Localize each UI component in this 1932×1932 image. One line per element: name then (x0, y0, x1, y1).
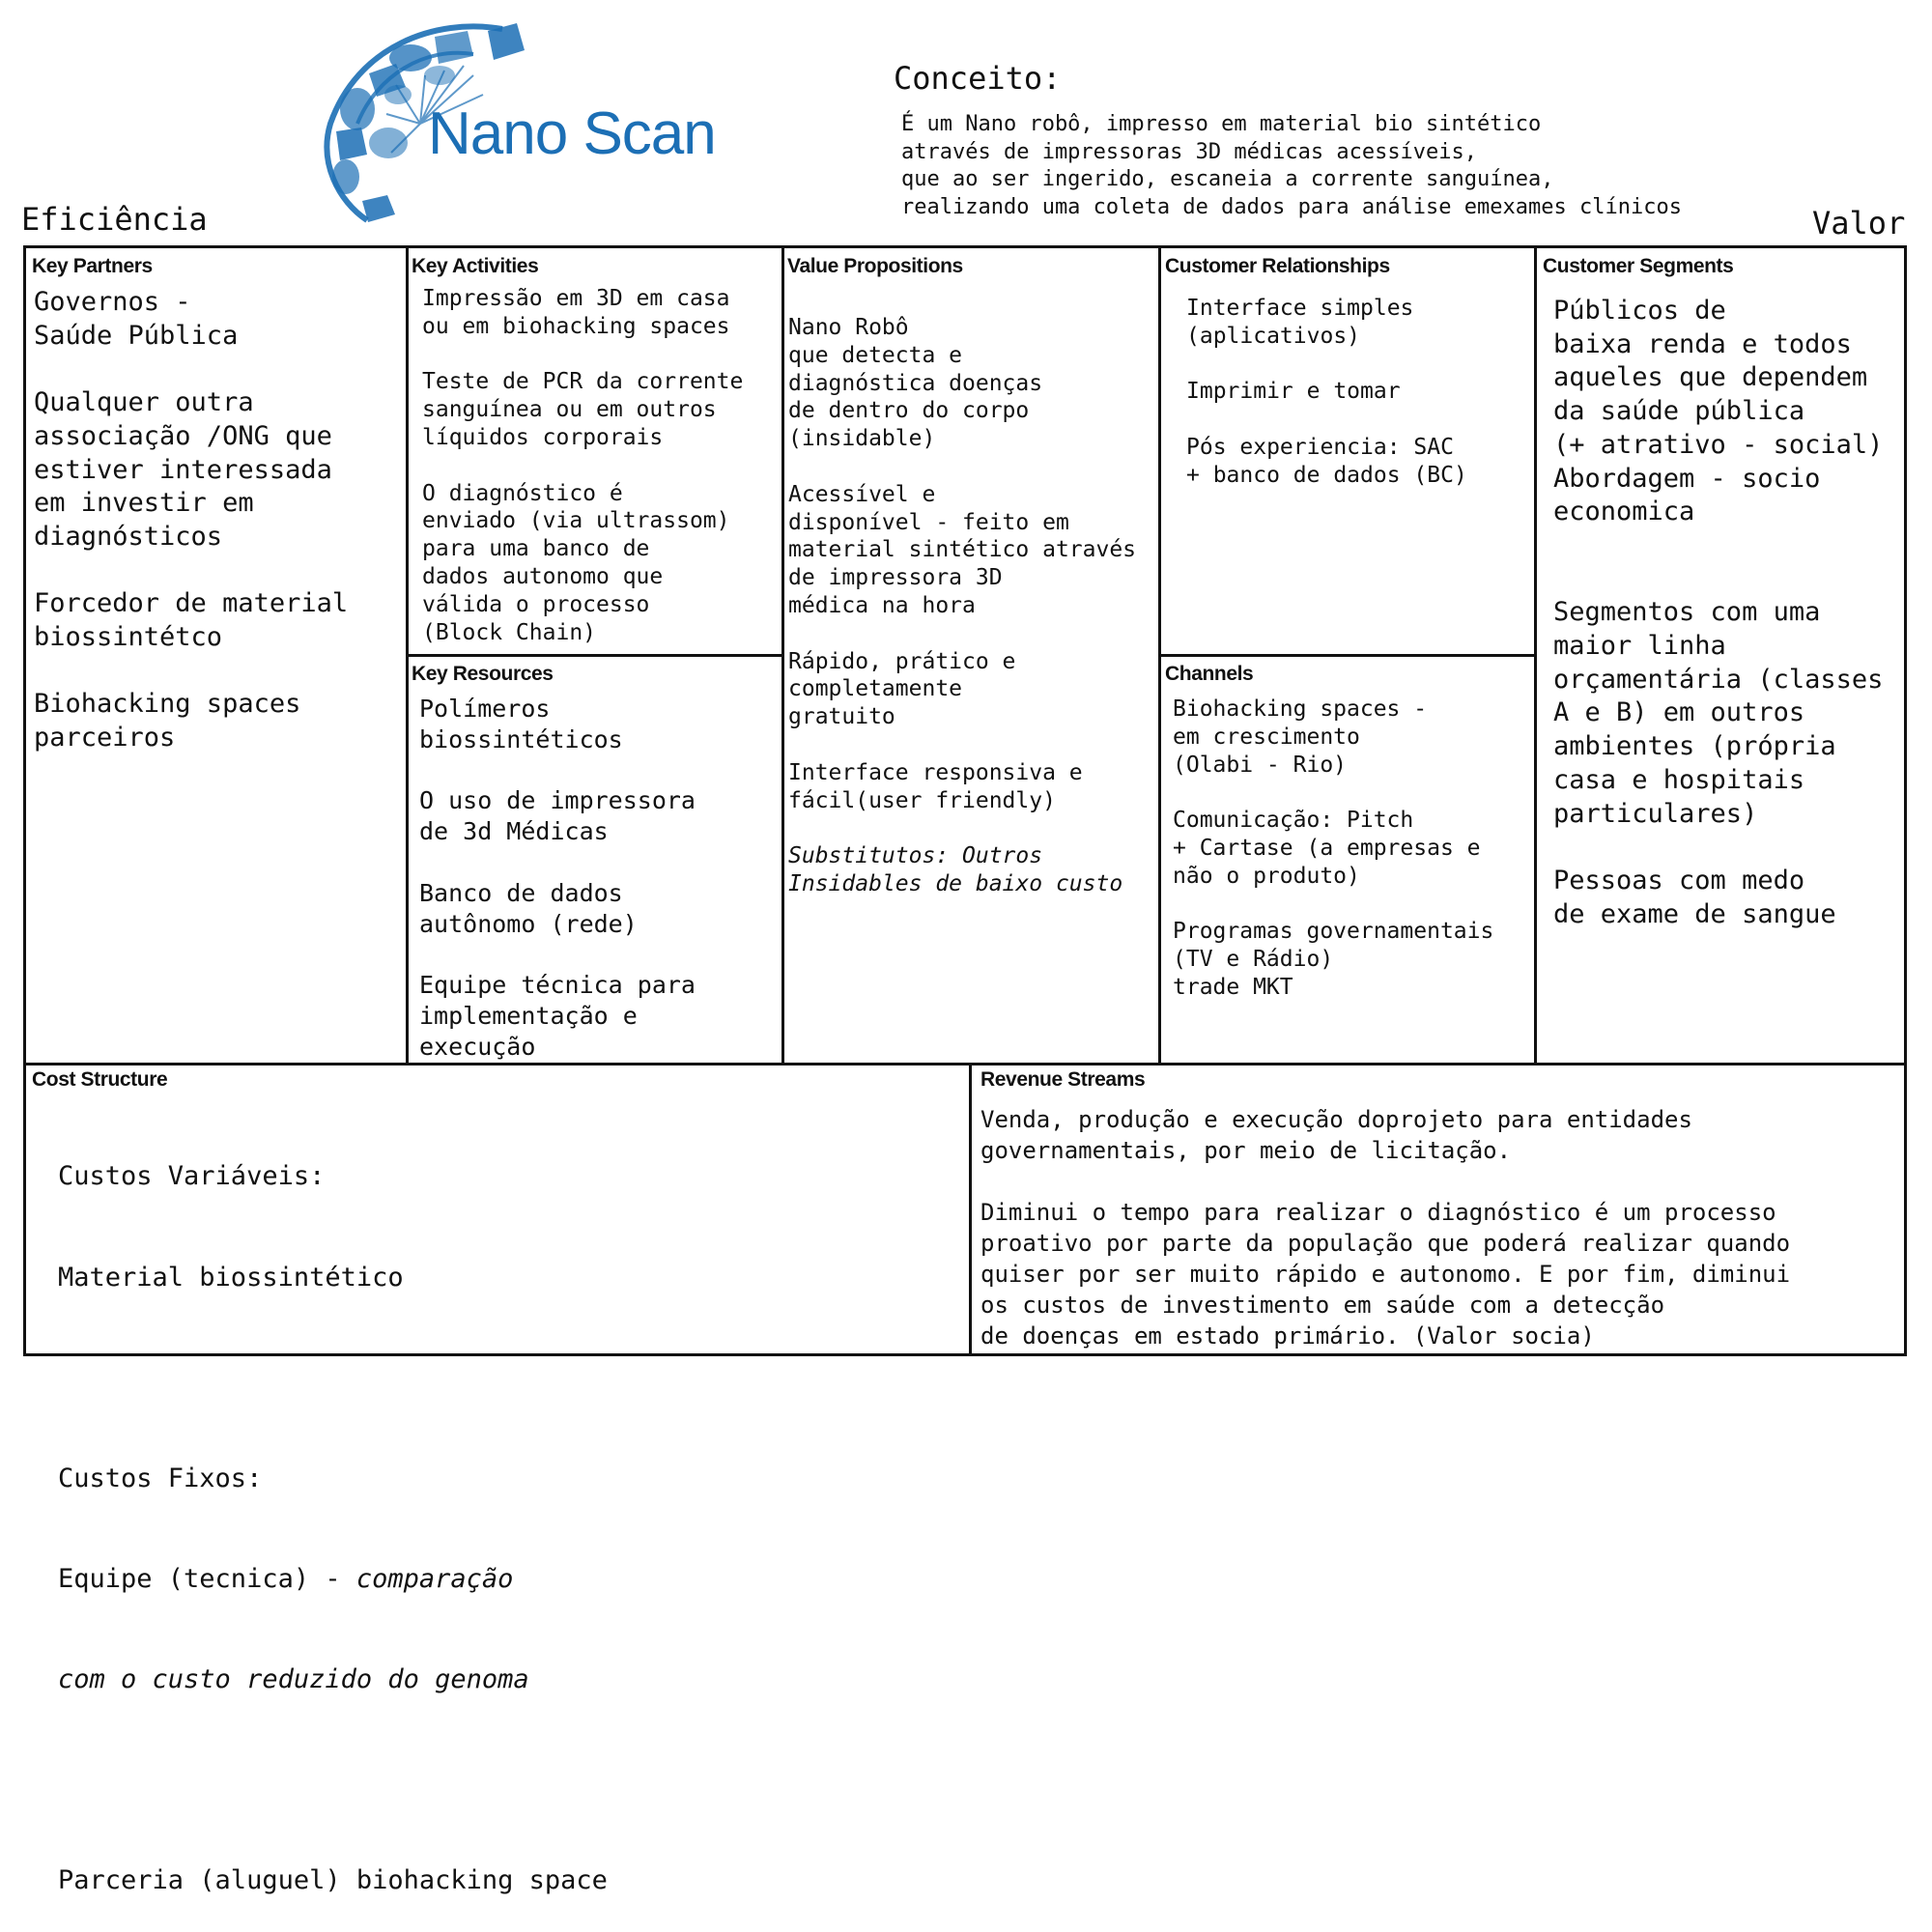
value-propositions-title: Value Propositions (787, 255, 963, 277)
customer-relationships-title: Customer Relationships (1165, 255, 1390, 277)
customer-relationships-text: Interface simples (aplicativos) Imprimir e tomar Pós experiencia: SAC + banco de dados (BC) (1186, 296, 1467, 488)
value-label: Valor (1812, 205, 1906, 242)
cost-structure-title: Cost Structure (32, 1068, 168, 1091)
revenue-streams-title: Revenue Streams (980, 1068, 1146, 1091)
channels-text: Biohacking spaces - em crescimento (Olabi - Rio) Comunicação: Pitch + Cartase (a empresas e não o produto) Programas governamentais (TV e Rádio) trade MKT (1173, 696, 1494, 1000)
divider (26, 1063, 1904, 1065)
customer-segments-text: Públicos de baixa renda e todos aqueles que dependem da saúde pública (+ atrativo - social) Abordagem - socio economica Segmentos com uma maior linha orçamentária (classes A e B) em outros ambientes (própria casa e hospitais particulares) Pessoas com medo de exame de sangue (1553, 296, 1884, 929)
cost-line-italic: com o custo reduzido do genoma (58, 1663, 529, 1694)
channels-title: Channels (1165, 663, 1254, 685)
efficiency-label: Eficiência (21, 201, 208, 238)
divider (406, 654, 784, 657)
value-propositions-text: Nano Robô que detecta e diagnóstica doenças de dentro do corpo (insidable) Acessível e disponível - feito em material sintético através de impressora 3D médica na hora Rápido, prático e completamente gratuito Interface responsiva e fácil(user friendly) (788, 315, 1137, 813)
key-partners-text: Governos - Saúde Pública Qualquer outra associação /ONG que estiver interessada em investir em diagnósticos Forcedor de material biossintétco Biohacking spaces parceiros (34, 287, 349, 753)
divider (1158, 654, 1537, 657)
cost-structure-text (58, 1094, 927, 1932)
cost-line: Custos Fixos: (58, 1463, 263, 1493)
key-partners-title: Key Partners (32, 255, 153, 277)
concept-title: Conceito: (894, 60, 1062, 97)
cost-line (58, 1563, 927, 1597)
concept-text: É um Nano robô, impresso em material bio sintético através de impressoras 3D médicas acessíveis, que ao ser ingerido, escaneia a corrente sanguínea, realizando uma coleta de dados para análise emexames clínicos (901, 112, 1682, 219)
key-activities-text: Impressão em 3D em casa ou em biohacking spaces Teste de PCR da corrente sanguínea ou em outros líquidos corporais O diagnóstico é enviado (via ultrassom) para uma banco de dados autonomo que válida o processo (Block Chain) (422, 286, 744, 645)
cost-spacer (58, 1362, 927, 1396)
key-activities-title: Key Activities (412, 255, 539, 277)
logo-text: Nano Scan (428, 100, 716, 167)
cost-line-italic: comparação (355, 1563, 514, 1594)
revenue-streams-text: Venda, produção e execução doprojeto para entidades governamentais, por meio de licitação. Diminui o tempo para realizar o diagnóstico é um processo proativo por parte da população que poderá realizar quando quiser por ser muito rápido e autonomo. E por fim, diminui os custos de investimento em saúde com a detecção de doenças em estado primário. (Valor socia) (980, 1106, 1791, 1350)
cost-line: Parceria (aluguel) biohacking space (58, 1865, 608, 1896)
value-propositions-substitutes: Substitutos: Outros Insidables de baixo custo (788, 843, 1123, 896)
cost-line: Material biossintético (58, 1262, 404, 1293)
cost-line: Custos Variáveis: (58, 1161, 326, 1192)
cost-spacer (58, 1764, 927, 1798)
cost-line-plain: Equipe (tecnica) - (58, 1563, 356, 1594)
customer-segments-title: Customer Segments (1543, 255, 1734, 277)
divider (969, 1063, 972, 1353)
key-resources-text: Polímeros biossintéticos O uso de impressora de 3d Médicas Banco de dados autônomo (rede) Equipe técnica para implementação e execução (419, 695, 696, 1061)
key-resources-title: Key Resources (412, 663, 554, 685)
